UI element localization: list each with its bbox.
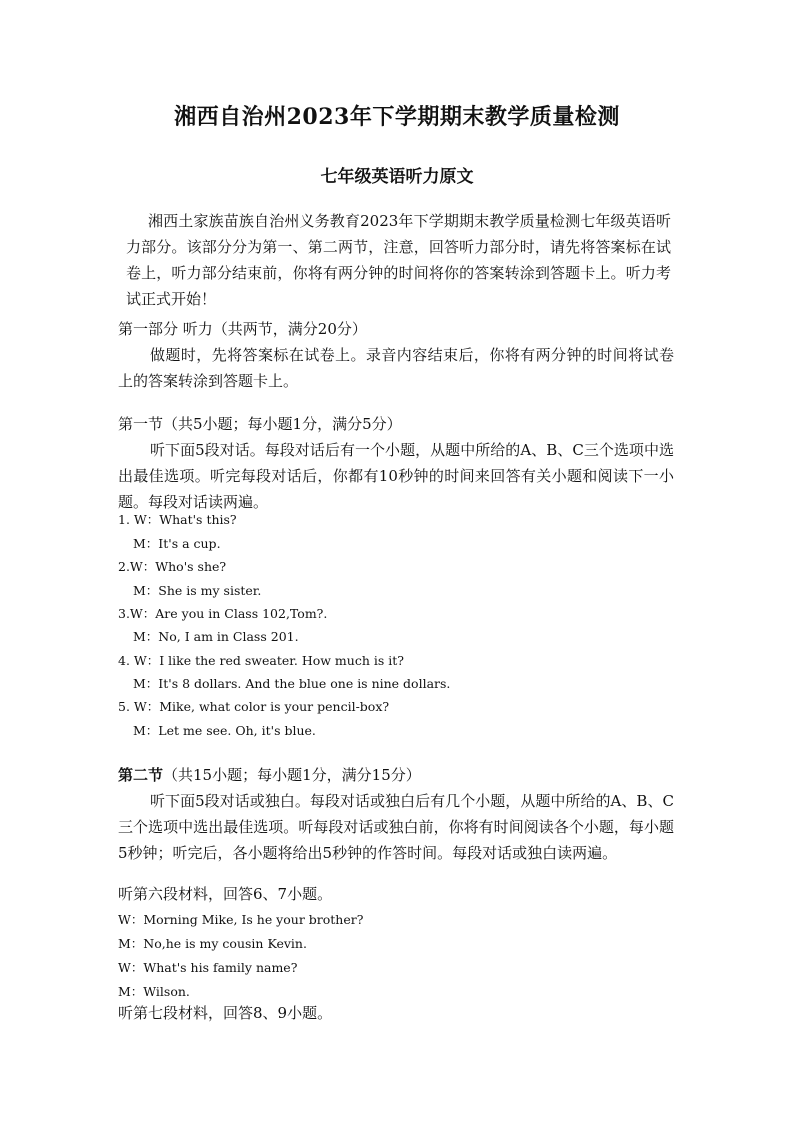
material6-line-2: M：No,he is my cousin Kevin. bbox=[118, 936, 307, 951]
material6-line-1: W：Morning Mike, Is he your brother? bbox=[118, 912, 364, 927]
intro-paragraph: 湘西土家族苗族自治州义务教育2023年下学期期末教学质量检测七年级英语听力部分。该部分分为第一、第二两节，注意，回答听力部分时，请先将答案标在试卷上，听力部分结束前，你将有两分钟的时间将你的答案转涂到答题卡上。听力考试正式开始！ bbox=[126, 212, 671, 308]
dialogue-2-answer: M：She is my sister. bbox=[133, 583, 262, 598]
dialogue-2-question: 2.W：Who's she? bbox=[118, 559, 227, 574]
section2-heading-label: 第二节 bbox=[118, 766, 164, 784]
material6-heading: 听第六段材料，回答6、7小题。 bbox=[118, 885, 333, 903]
section2-instruction: 听下面5段对话或独白。每段对话或独白后有几个小题，从题中所给的A、B、C三个选项中选出最佳选项。听每段对话或独白前，你将有时间阅读各个小题，每小题5秒钟；听完后，各小题将给出5秒钟的作答时间。每段对话或独白读两遍。 bbox=[118, 792, 674, 862]
dialogue-1-question: 1. W：What's this? bbox=[118, 512, 237, 527]
dialogue-4-answer: M：It's 8 dollars. And the blue one is nine dollars. bbox=[133, 676, 451, 691]
page-title: 湘西自治州2023年下学期期末教学质量检测 bbox=[174, 104, 620, 130]
dialogue-5-question: 5. W：Mike, what color is your pencil-box? bbox=[118, 699, 390, 714]
material6-line-4: M：Wilson. bbox=[118, 984, 190, 999]
dialogue-3-question: 3.W：Are you in Class 102,Tom?. bbox=[118, 606, 328, 621]
dialogue-4-question: 4. W：I like the red sweater. How much is it? bbox=[118, 653, 404, 668]
part1-instruction: 做题时，先将答案标在试卷上。录音内容结束后，你将有两分钟的时间将试卷上的答案转涂到答题卡上。 bbox=[118, 346, 674, 390]
dialogue-5-answer: M：Let me see. Oh, it's blue. bbox=[133, 723, 316, 738]
section1-instruction: 听下面5段对话。每段对话后有一个小题，从题中所给的A、B、C三个选项中选出最佳选项。听完每段对话后，你都有10秒钟的时间来回答有关小题和阅读下一小题。每段对话读两遍。 bbox=[118, 441, 674, 511]
section2-heading-detail: （共15小题；每小题1分，满分15分） bbox=[163, 766, 421, 784]
dialogue-3-answer: M：No, I am in Class 201. bbox=[133, 629, 299, 644]
material6-line-3: W：What's his family name? bbox=[118, 960, 298, 975]
section2-heading bbox=[118, 764, 421, 785]
dialogue-1-answer: M：It's a cup. bbox=[133, 536, 221, 551]
material7-heading: 听第七段材料，回答8、9小题。 bbox=[118, 1004, 333, 1022]
part1-heading: 第一部分 听力（共两节，满分20分） bbox=[118, 320, 367, 338]
section1-heading: 第一节（共5小题；每小题1分，满分5分） bbox=[118, 415, 402, 433]
page-subtitle: 七年级英语听力原文 bbox=[320, 167, 474, 187]
